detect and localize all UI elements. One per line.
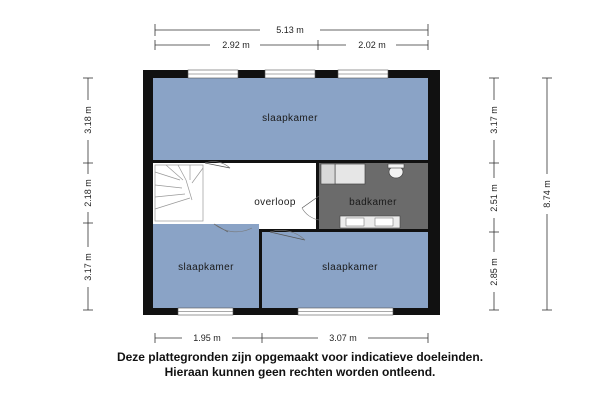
bathroom-shower: [321, 164, 335, 184]
dimension-label: 2.85 m: [489, 258, 499, 286]
dimension-top-right: [318, 38, 428, 52]
dimension-right-bottom: [486, 232, 502, 310]
dimension-label: 2.02 m: [358, 40, 386, 50]
disclaimer-line: Deze plattegronden zijn opgemaakt voor indicatieve doeleinden.: [116, 350, 484, 364]
dimension-label: 2.92 m: [222, 40, 250, 50]
dimension-left-middle: [80, 163, 96, 223]
toilet-tank: [388, 164, 404, 168]
dimension-label: 3.17 m: [83, 253, 93, 281]
dimension-right-top: [486, 78, 502, 163]
dimension-label: 3.07 m: [329, 333, 357, 343]
room-label-landing: overloop: [254, 197, 296, 208]
dimension-label: 3.17 m: [489, 106, 499, 134]
window-bottom: [178, 308, 233, 315]
window-bottom: [298, 308, 393, 315]
dimension-label: 2.51 m: [489, 184, 499, 212]
dimension-bottom-left: [155, 331, 262, 345]
dimension-left-top: [80, 78, 96, 163]
room-label-bathroom: badkamer: [349, 197, 397, 208]
dimension-label: 2.18 m: [83, 179, 93, 207]
bathroom-sink-basin: [346, 218, 364, 226]
dimension-label: 3.18 m: [83, 106, 93, 134]
dimension-label: 8.74 m: [542, 180, 552, 208]
dimension-label: 5.13 m: [276, 25, 304, 35]
dimension-left-bottom: [80, 223, 96, 310]
room-label-bottom-left-bedroom: slaapkamer: [178, 262, 234, 273]
disclaimer-line: Hieraan kunnen geen rechten worden ontleend.: [164, 365, 436, 379]
dimension-bottom-right: [262, 331, 428, 345]
window-top: [265, 70, 315, 78]
dimension-right-middle: [486, 163, 502, 232]
dimension-right-total: [539, 78, 555, 310]
dimension-top-total: [155, 22, 428, 36]
bathroom-vanity: [335, 164, 365, 184]
bathroom-sink-basin: [375, 218, 393, 226]
disclaimer: [0, 350, 600, 380]
room-label-bottom-right-bedroom: slaapkamer: [322, 262, 378, 273]
window-top: [188, 70, 238, 78]
dimension-label: 1.95 m: [193, 333, 221, 343]
staircase: [155, 165, 203, 221]
room-label-top-bedroom: slaapkamer: [262, 113, 318, 124]
window-top: [338, 70, 388, 78]
dimension-top-left: [155, 38, 318, 52]
